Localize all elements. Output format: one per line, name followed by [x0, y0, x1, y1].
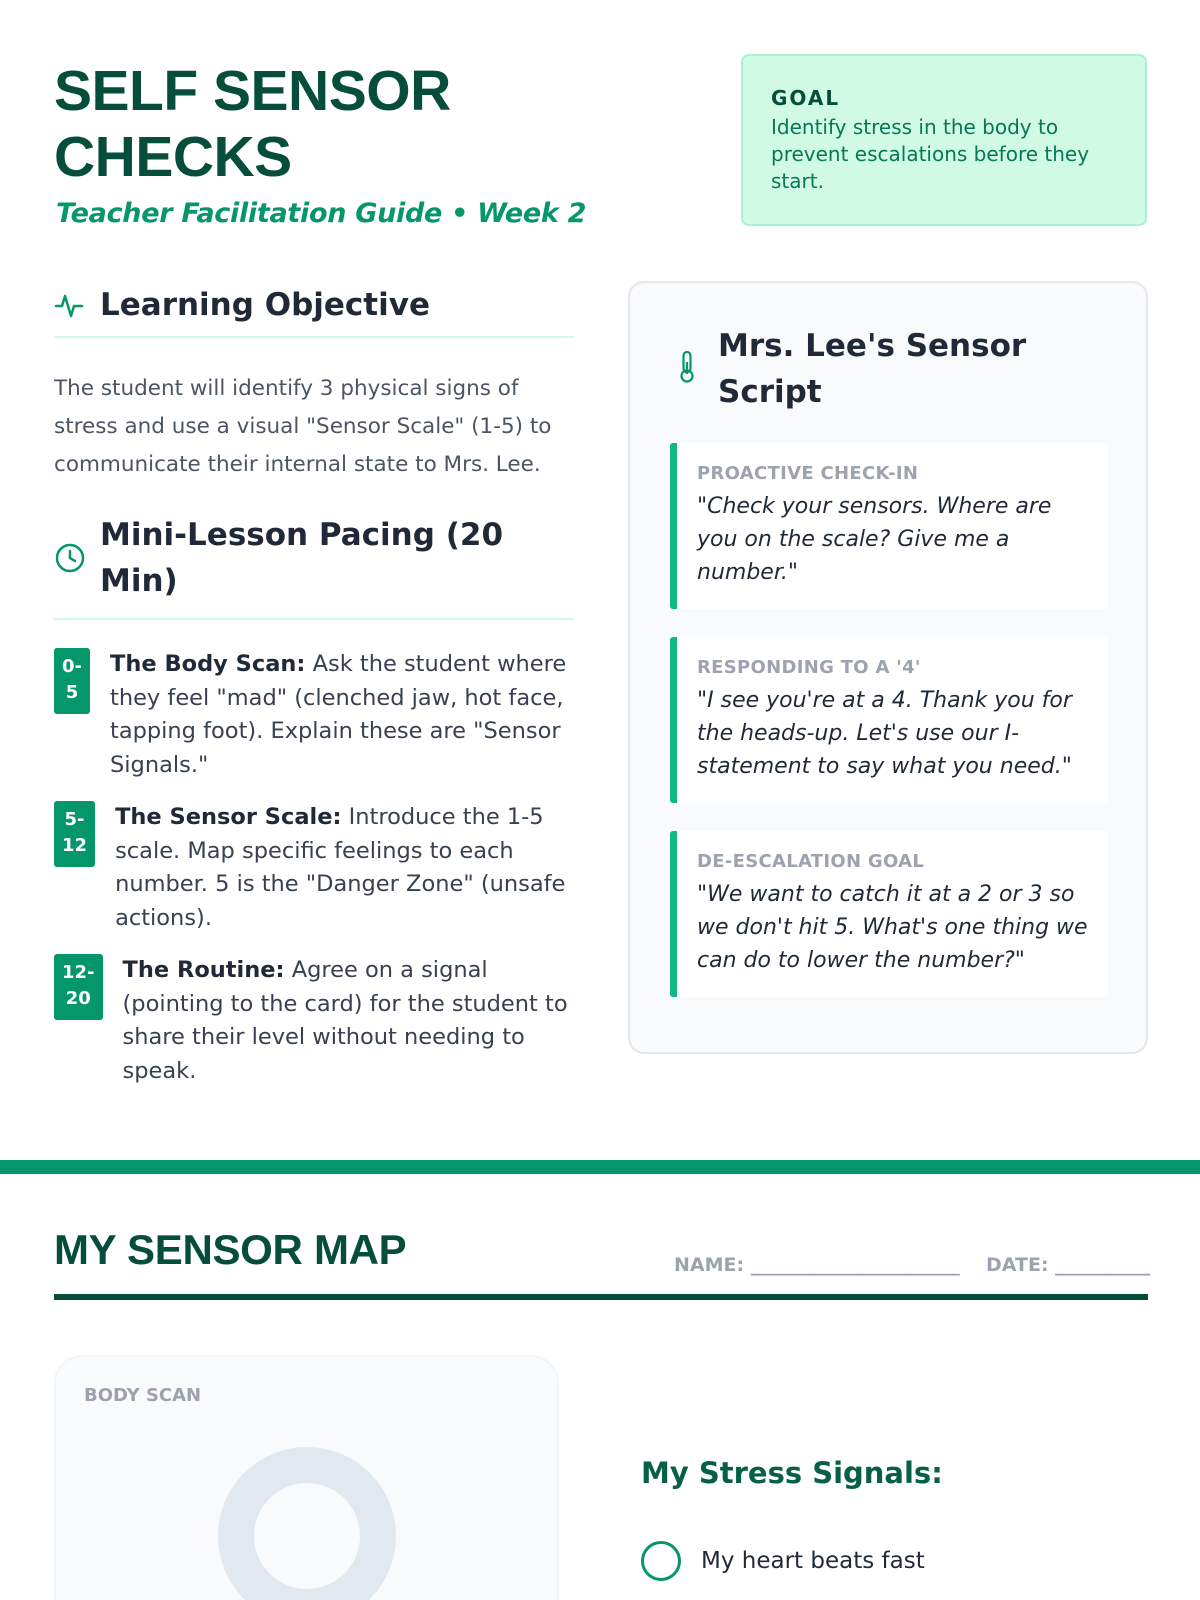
stress-signal-label: My heart beats fast: [701, 1548, 925, 1574]
thermometer-icon: [678, 350, 696, 388]
pacing-description: Introduce the 1-5 scale. Map specific feelings to each number. 5 is the "Danger Zone" (unsafe actions).: [115, 804, 566, 931]
checkbox-circle-icon[interactable]: [641, 1541, 681, 1581]
sensor-script-card: [628, 281, 1148, 1054]
worksheet-rule: [54, 1294, 1148, 1300]
pulse-icon: [54, 290, 100, 320]
stress-signals-title: My Stress Signals:: [641, 1456, 943, 1490]
body-scan-label: BODY SCAN: [84, 1385, 202, 1406]
section-divider: [0, 1160, 1200, 1174]
learning-objective-text: The student will identify 3 physical signs of stress and use a visual "Sensor Scale" (1-5) to communicate their internal state to Mrs. Lee.: [54, 376, 552, 477]
pacing-text: [115, 801, 574, 935]
pacing-text: [110, 648, 574, 782]
quote-text: "We want to catch it at a 2 or 3 so we don't hit 5. What's one thing we can do to lower the number?": [697, 882, 1088, 973]
pacing-item: [54, 954, 574, 1088]
badge-start: 0-: [62, 656, 82, 677]
date-field[interactable]: DATE: __________: [986, 1254, 1151, 1276]
script-heading: Mrs. Lee's Sensor Script: [718, 328, 1027, 410]
stress-signal-item[interactable]: [641, 1541, 925, 1581]
quote-text: "I see you're at a 4. Thank you for the heads-up. Let's use our I-statement to say what you need.": [697, 688, 1072, 779]
pacing-heading: Mini-Lesson Pacing (20 Min): [100, 517, 504, 599]
body-head-icon: [218, 1447, 396, 1600]
clock-icon: [54, 542, 100, 574]
script-quote: [670, 443, 1108, 609]
time-badge: [54, 954, 103, 1020]
goal-box: [741, 54, 1147, 226]
quote-label: PROACTIVE CHECK-IN: [697, 463, 919, 484]
time-badge: [54, 801, 95, 867]
script-header: [678, 323, 1058, 415]
name-field[interactable]: NAME: ______________________: [674, 1254, 960, 1276]
badge-end: 20: [65, 988, 91, 1009]
quote-label: RESPONDING TO A '4': [697, 657, 921, 678]
goal-label: GOAL: [771, 86, 841, 110]
script-quote: [670, 637, 1108, 803]
pacing-item: [54, 648, 574, 782]
learning-objective-heading: Learning Objective: [100, 287, 430, 323]
pacing-title: The Body Scan:: [110, 651, 306, 677]
pacing-text: [123, 954, 574, 1088]
page-subtitle: Teacher Facilitation Guide • Week 2: [56, 198, 587, 229]
script-quote: [670, 831, 1108, 997]
badge-end: 5: [65, 682, 79, 703]
badge-end: 12: [62, 835, 88, 856]
learning-objective-header: [54, 282, 574, 338]
goal-text: Identify stress in the body to prevent escalations before they start.: [771, 115, 1090, 193]
title-line-2: CHECKS: [54, 125, 292, 189]
badge-start: 12-: [62, 962, 95, 983]
pacing-header: [54, 512, 574, 620]
pacing-description: Ask the student where they feel "mad" (clenched jaw, hot face, tapping foot). Explain these are "Sensor Signals.": [110, 651, 567, 778]
time-badge: [54, 648, 90, 714]
pacing-item: [54, 801, 574, 935]
worksheet-title: MY SENSOR MAP: [54, 1226, 407, 1273]
quote-label: DE-ESCALATION GOAL: [697, 851, 925, 872]
pacing-description: Agree on a signal (pointing to the card) for the student to share their level without needing to speak.: [122, 957, 568, 1084]
page-title: [54, 58, 451, 190]
pacing-title: The Sensor Scale:: [115, 804, 342, 830]
quote-text: "Check your sensors. Where are you on the scale? Give me a number.": [697, 494, 1052, 585]
body-scan-card: [54, 1355, 559, 1600]
pacing-title: The Routine:: [122, 957, 285, 983]
badge-start: 5-: [64, 809, 85, 830]
title-line-1: SELF SENSOR: [54, 59, 451, 123]
